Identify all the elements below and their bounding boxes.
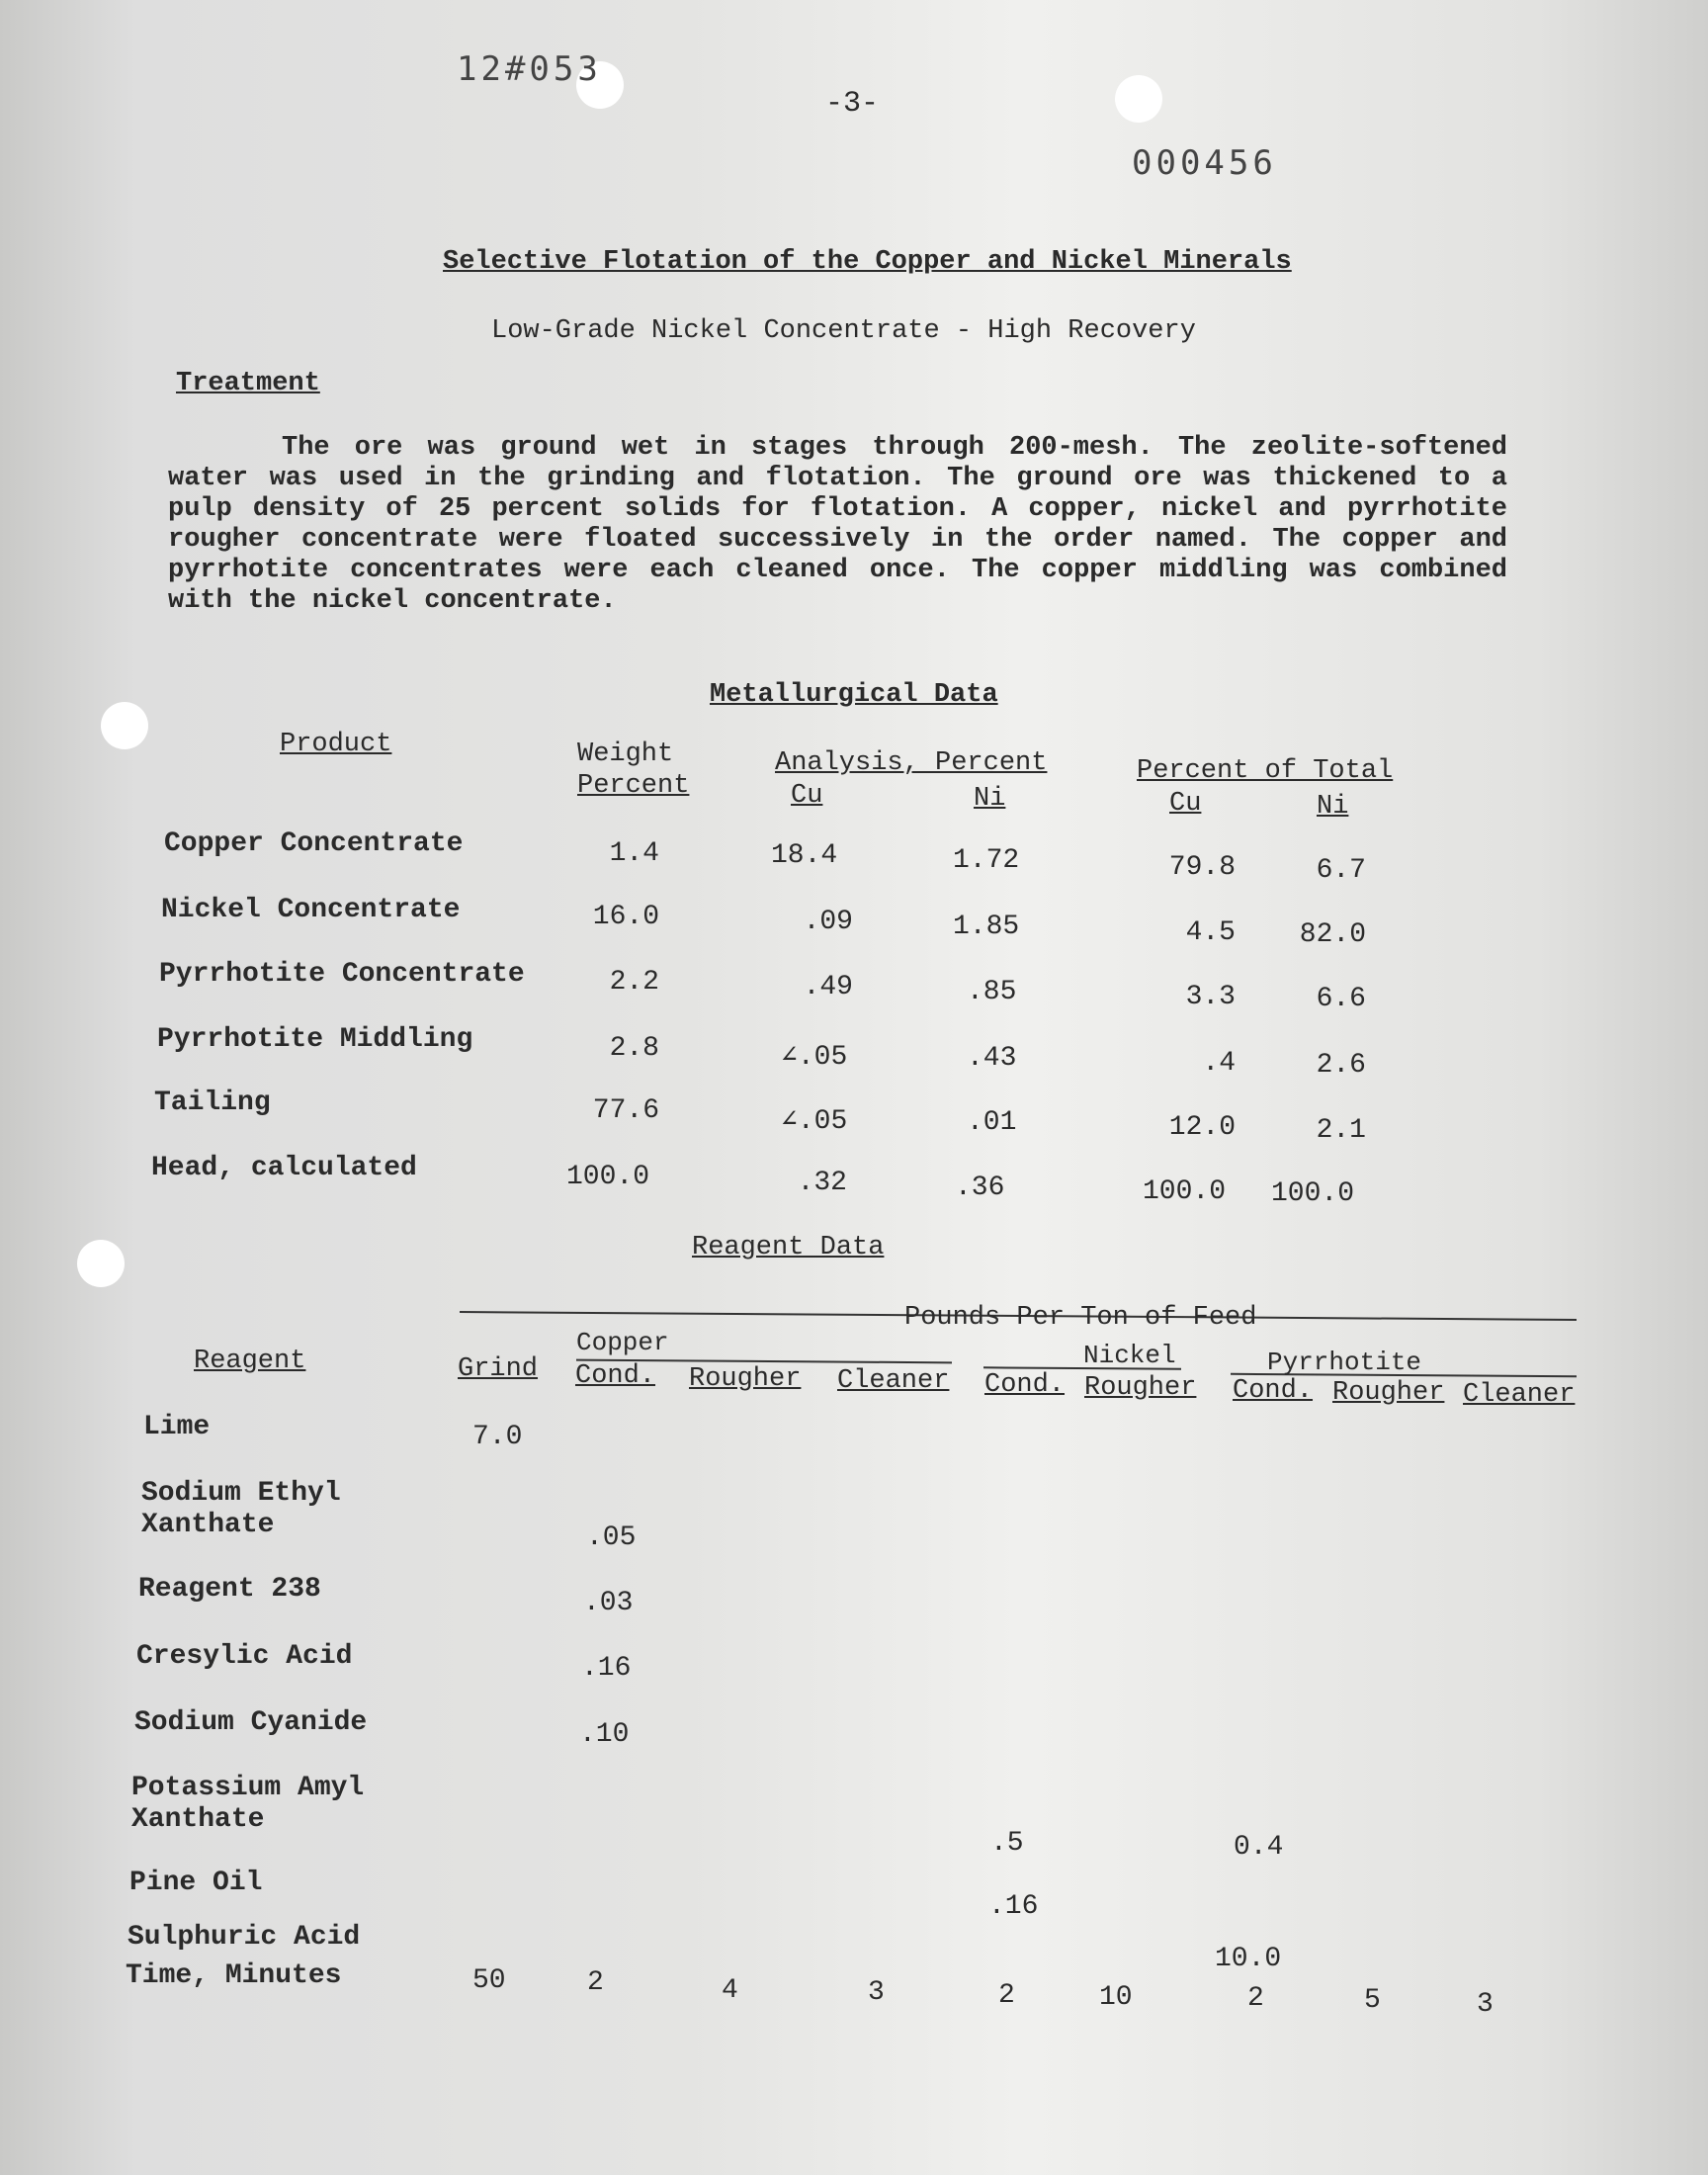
row-product: Pyrrhotite Middling: [157, 1024, 473, 1055]
row-analysis-ni: .01: [967, 1107, 1017, 1138]
col-pyrrhotite-rougher: Rougher: [1332, 1378, 1445, 1408]
document-subtitle: Low-Grade Nickel Concentrate - High Recovery: [491, 316, 1196, 346]
row-analysis-ni: 1.72: [953, 845, 1020, 876]
row-total-cu: 79.8: [1168, 852, 1236, 883]
col-nickel-cond: Cond.: [984, 1370, 1066, 1400]
row-total-cu: 100.0: [1142, 1176, 1226, 1207]
row-total-cu: .4: [1202, 1048, 1236, 1079]
row-analysis-cu: .49: [803, 972, 853, 1002]
reagent-row-name: Pine Oil: [129, 1868, 263, 1898]
reagent-row-copper-cond: 2: [587, 1967, 604, 1998]
document-title: Selective Flotation of the Copper and Nickel Minerals: [443, 247, 1292, 277]
treatment-text: The ore was ground wet in stages through 200-mesh. The zeolite-softened water was used in the grinding and flotation. The ground ore was thickened to a pulp density of 25 percent solids for flotation. A copper, nickel and pyrrhotite rougher concentrate were floated successively in the order named. The copper and pyrrhotite concentrates were each cleaned once. The copper middling was combined with the nickel concentrate.: [168, 433, 1507, 616]
col-weight-line1: Weight: [577, 740, 674, 769]
col-reagent: Reagent: [194, 1347, 306, 1376]
group-copper: Copper: [576, 1328, 669, 1357]
col-analysis-cu: Cu: [791, 781, 823, 811]
row-product: Pyrrhotite Concentrate: [159, 959, 525, 990]
col-total-cu: Cu: [1169, 789, 1202, 819]
reagent-row-pyrrhotite-cleaner: 3: [1477, 1989, 1494, 2020]
reagent-row-pyrrhotite-cond: 2: [1247, 1983, 1264, 2014]
punch-hole: [1115, 75, 1162, 123]
row-product: Copper Concentrate: [164, 828, 464, 859]
row-weight: 2.2: [609, 967, 659, 998]
row-total-cu: 4.5: [1185, 917, 1236, 948]
reagent-row-nickel-cond: .5: [990, 1828, 1024, 1859]
group-pyrrhotite: Pyrrhotite: [1267, 1348, 1422, 1377]
reagent-row-copper-cond: .10: [579, 1719, 630, 1750]
row-analysis-cu: ∠.05: [781, 1042, 848, 1073]
reagent-row-name-line1: Sodium Ethyl: [141, 1478, 341, 1509]
pounds-per-ton-header: Pounds Per Ton of Feed: [904, 1303, 1257, 1333]
row-weight: 77.6: [592, 1095, 659, 1126]
col-pyrrhotite-cond: Cond.: [1233, 1376, 1314, 1406]
row-analysis-cu: .09: [803, 907, 853, 937]
row-product: Head, calculated: [151, 1153, 417, 1183]
row-total-ni: 2.6: [1316, 1050, 1366, 1081]
reagent-row-name-line2: Xanthate: [131, 1804, 265, 1835]
row-weight: 1.4: [609, 838, 659, 869]
treatment-paragraph: [168, 433, 1507, 617]
col-product: Product: [280, 730, 392, 759]
row-total-ni: 82.0: [1299, 919, 1366, 950]
reagent-row-name: Lime: [143, 1412, 211, 1442]
row-total-ni: 6.7: [1316, 855, 1366, 886]
col-nickel-rougher: Rougher: [1084, 1373, 1197, 1403]
row-analysis-cu: 18.4: [771, 840, 838, 871]
reagent-row-name-line2: Xanthate: [141, 1510, 275, 1540]
reagent-row-name-line1: Potassium Amyl: [131, 1773, 365, 1803]
row-analysis-ni: 1.85: [953, 912, 1020, 942]
col-pyrrhotite-cleaner: Cleaner: [1463, 1380, 1576, 1410]
row-analysis-ni: .36: [955, 1173, 1005, 1203]
row-total-ni: 100.0: [1270, 1178, 1354, 1209]
stamp-number-right: 000456: [1132, 143, 1277, 183]
reagent-row-nickel-cond: 2: [998, 1980, 1015, 2011]
col-copper-cleaner: Cleaner: [837, 1366, 950, 1396]
reagent-row-copper-cleaner: 3: [868, 1977, 885, 2008]
reagent-row-name: Reagent 238: [138, 1574, 321, 1605]
row-product: Tailing: [154, 1088, 271, 1118]
col-analysis: Analysis, Percent: [775, 748, 1048, 778]
group-nickel: Nickel: [1083, 1341, 1176, 1370]
col-grind: Grind: [458, 1354, 539, 1384]
col-analysis-ni: Ni: [974, 784, 1006, 814]
reagent-row-name: Sulphuric Acid: [128, 1922, 361, 1953]
page-number: -3-: [825, 87, 880, 121]
reagent-row-nickel-rougher: 10: [1099, 1982, 1133, 2013]
reagent-row-pyrrhotite-cond: 10.0: [1215, 1944, 1282, 1974]
reagent-row-copper-rougher: 4: [722, 1975, 738, 2006]
reagent-row-name: Cresylic Acid: [136, 1641, 353, 1672]
reagent-heading: Reagent Data: [692, 1233, 885, 1262]
row-total-cu: 3.3: [1185, 982, 1236, 1012]
stamp-number-left: 12#053: [457, 49, 602, 89]
reagent-row-copper-cond: .16: [581, 1653, 632, 1684]
row-analysis-cu: .32: [797, 1168, 847, 1198]
reagent-row-name: Time, Minutes: [126, 1960, 342, 1991]
reagent-row-copper-cond: .05: [586, 1522, 637, 1553]
row-weight: 2.8: [609, 1033, 659, 1064]
punch-hole: [101, 702, 148, 749]
row-total-ni: 2.1: [1316, 1115, 1366, 1146]
reagent-row-nickel-cond: .16: [988, 1891, 1039, 1922]
punch-hole: [77, 1240, 125, 1287]
col-copper-rougher: Rougher: [689, 1364, 802, 1394]
reagent-row-copper-cond: .03: [583, 1588, 634, 1618]
row-analysis-ni: .43: [967, 1043, 1017, 1074]
row-product: Nickel Concentrate: [161, 895, 461, 925]
row-weight: 100.0: [565, 1162, 649, 1192]
metallurgical-heading: Metallurgical Data: [710, 680, 998, 710]
row-total-cu: 12.0: [1168, 1112, 1236, 1143]
col-copper-cond: Cond.: [575, 1361, 656, 1391]
col-total-ni: Ni: [1317, 792, 1349, 822]
reagent-row-pyrrhotite-rougher: 5: [1364, 1985, 1381, 2016]
row-weight: 16.0: [592, 902, 659, 932]
reagent-row-grind: 7.0: [472, 1422, 523, 1452]
col-weight-line2: Percent: [577, 771, 690, 801]
reagent-row-name: Sodium Cyanide: [134, 1707, 368, 1738]
col-percent-total: Percent of Total: [1137, 756, 1394, 786]
reagent-row-pyrrhotite-cond: 0.4: [1234, 1832, 1284, 1863]
row-analysis-ni: .85: [967, 977, 1017, 1007]
row-analysis-cu: ∠.05: [781, 1106, 848, 1137]
treatment-heading: Treatment: [176, 369, 320, 398]
reagent-row-grind: 50: [472, 1965, 506, 1996]
row-total-ni: 6.6: [1316, 984, 1366, 1014]
